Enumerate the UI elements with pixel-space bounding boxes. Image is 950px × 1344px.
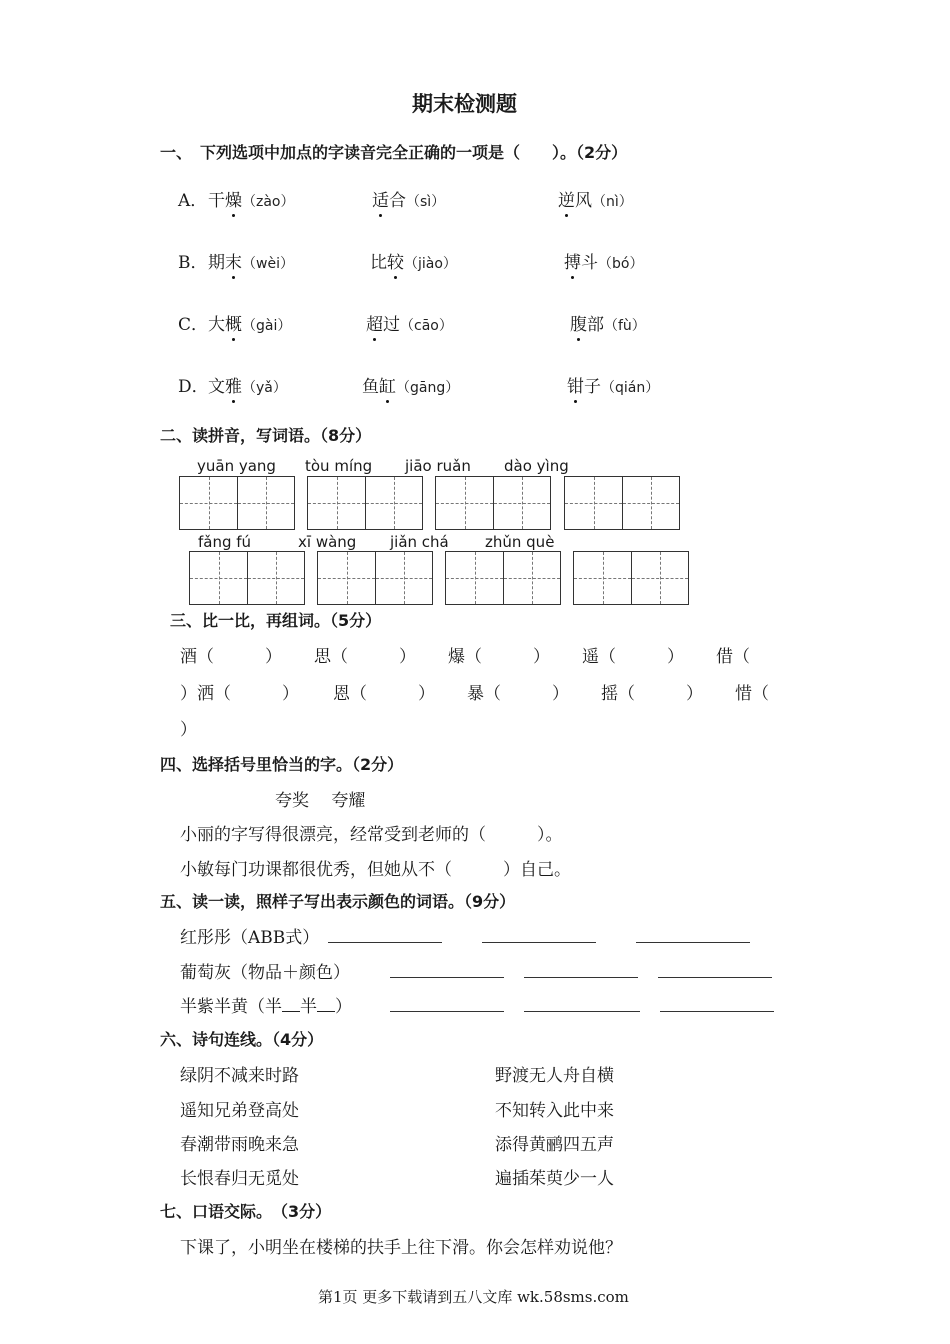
answer-blank[interactable]	[390, 977, 504, 978]
q5-example-2: 葡萄灰（物品＋颜色）	[180, 963, 350, 983]
q7-prompt: 下课了，小明坐在楼梯的扶手上往下滑。你会怎样劝说他？	[180, 1238, 622, 1258]
q3-item: 遥（ ）	[582, 647, 684, 667]
q1-option-label[interactable]: B．	[178, 253, 208, 273]
q1-dotted-char: 超	[366, 310, 383, 335]
q1-word-char: 比	[370, 253, 387, 273]
q1-pinyin: （wèi）	[242, 256, 294, 272]
q1-pinyin: （nì）	[592, 194, 633, 210]
q3-item: 恩（ ）	[333, 684, 435, 704]
q1-word	[370, 248, 457, 273]
q3-item: 惜（	[735, 684, 769, 704]
q1-dotted-char: 雅	[225, 372, 242, 397]
poem-line-right[interactable]: 遍插茱萸少一人	[495, 1169, 614, 1189]
q1-word	[208, 310, 291, 335]
poem-line-left[interactable]: 遥知兄弟登高处	[180, 1101, 299, 1121]
q1-option-label[interactable]: D．	[178, 377, 209, 397]
q3-item: 思（ ）	[314, 647, 416, 667]
q1-dotted-char: 钳	[567, 372, 584, 397]
q3-item: 爆（ ）	[448, 647, 550, 667]
poem-line-right[interactable]: 添得黄鹂四五声	[495, 1135, 614, 1155]
q1-word	[558, 186, 633, 211]
writing-grid[interactable]	[435, 476, 551, 530]
q5-example-1: 红彤彤（ABB式）	[180, 928, 320, 948]
q1-dotted-char: 燥	[225, 186, 242, 211]
q1-dotted-char: 搏	[564, 248, 581, 273]
q1-pinyin: （cāo）	[400, 318, 453, 334]
q1-word-char: 干	[208, 191, 225, 211]
q5-example-3-a: 半紫半黄（半	[180, 997, 282, 1017]
q1-word-char: 期	[208, 253, 225, 273]
q1-word-char: 斗	[581, 253, 598, 273]
q3-heading: 三、比一比，再组词。（5分）	[170, 611, 382, 630]
q1-pinyin: （fù）	[604, 318, 646, 334]
q5-example-3-b: 半	[300, 997, 317, 1017]
q1-pinyin: （sì）	[406, 194, 446, 210]
writing-grid[interactable]	[179, 476, 295, 530]
q1-word-char: 大	[208, 315, 225, 335]
q1-option-label[interactable]: A．	[178, 191, 208, 211]
writing-grid[interactable]	[564, 476, 680, 530]
q2-pinyin-5: fǎng fú	[198, 533, 252, 551]
q4-heading: 四、选择括号里恰当的字。（2分）	[160, 755, 404, 774]
q2-heading: 二、读拼音，写词语。（8分）	[160, 426, 372, 445]
q1-word-char: 子	[584, 377, 601, 397]
q3-item: 酒（ ）	[180, 647, 282, 667]
q1-word	[372, 186, 445, 211]
q1-word	[366, 310, 453, 335]
q1-word-char: 部	[587, 315, 604, 335]
q2-pinyin-6: xī wàng	[298, 533, 357, 551]
q3-item: 暴（ ）	[467, 684, 569, 704]
q1-option-label[interactable]: C．	[178, 315, 209, 335]
q3-item: 摇（ ）	[601, 684, 703, 704]
q1-word	[208, 186, 295, 211]
poem-line-left[interactable]: 绿阴不减来时路	[180, 1066, 299, 1086]
q4-choices: 夸奖 夸耀	[275, 791, 366, 811]
q1-word-char: 风	[575, 191, 592, 211]
q2-pinyin-1: yuān yang	[197, 457, 276, 475]
answer-blank[interactable]	[658, 977, 772, 978]
answer-blank[interactable]	[660, 1011, 774, 1012]
q1-dotted-char: 末	[225, 248, 242, 273]
q4-sentence-2: 小敏每门功课都很优秀，但她从不（ ）自己。	[180, 860, 571, 880]
q1-word-char: 文	[208, 377, 225, 397]
writing-grid[interactable]	[189, 551, 305, 605]
poem-line-left[interactable]: 春潮带雨晚来急	[180, 1135, 299, 1155]
q2-pinyin-4: dào yìng	[504, 457, 569, 475]
page-title: 期末检测题	[412, 92, 517, 116]
page-footer: 第1页 更多下载请到五八文库 wk.58sms.com	[318, 1288, 629, 1306]
q1-word-char: 过	[383, 315, 400, 335]
poem-line-right[interactable]: 野渡无人舟自横	[495, 1066, 614, 1086]
q1-word	[564, 248, 643, 273]
q2-pinyin-3: jiāo ruǎn	[405, 457, 471, 475]
answer-blank[interactable]	[524, 1011, 640, 1012]
q1-word	[362, 372, 459, 397]
writing-grid[interactable]	[307, 476, 423, 530]
q1-dotted-char: 腹	[570, 310, 587, 335]
writing-grid[interactable]	[445, 551, 561, 605]
q2-pinyin-7: jiǎn chá	[390, 533, 449, 551]
q5-heading: 五、读一读，照样子写出表示颜色的词语。（9分）	[160, 892, 516, 911]
q1-pinyin: （gāng）	[396, 380, 460, 396]
q6-heading: 六、诗句连线。（4分）	[160, 1030, 324, 1049]
q1-pinyin: （jiào）	[404, 256, 457, 272]
q1-heading: 一、 下列选项中加点的字读音完全正确的一项是（ ）。（2分）	[160, 143, 628, 162]
q1-word-char: 鱼	[362, 377, 379, 397]
answer-blank[interactable]	[636, 942, 750, 943]
q1-word	[208, 248, 294, 273]
answer-blank[interactable]	[524, 977, 638, 978]
answer-blank[interactable]	[328, 942, 442, 943]
q1-pinyin: （bó）	[598, 256, 644, 272]
writing-grid[interactable]	[317, 551, 433, 605]
q1-dotted-char: 适	[372, 186, 389, 211]
poem-line-left[interactable]: 长恨春归无觅处	[180, 1169, 299, 1189]
q1-word-char: 合	[389, 191, 406, 211]
q5-example-3	[180, 992, 352, 1017]
q1-pinyin: （zào）	[242, 194, 295, 210]
q1-pinyin: （qián）	[601, 380, 660, 396]
q3-item: 借（	[716, 647, 750, 667]
q2-pinyin-8: zhǔn què	[485, 533, 555, 551]
q5-example-3-c: ）	[335, 997, 352, 1017]
q2-pinyin-2: tòu míng	[305, 457, 373, 475]
q1-word	[567, 372, 659, 397]
answer-blank[interactable]	[390, 1011, 504, 1012]
q1-dotted-char: 缸	[379, 372, 396, 397]
q3-item: ）洒（ ）	[180, 684, 299, 704]
q1-dotted-char: 概	[225, 310, 242, 335]
writing-grid[interactable]	[573, 551, 689, 605]
q1-word	[208, 372, 287, 397]
q4-sentence-1: 小丽的字写得很漂亮，经常受到老师的（ ）。	[180, 825, 563, 845]
q7-heading: 七、口语交际。 （3分）	[160, 1202, 332, 1221]
q1-dotted-char: 逆	[558, 186, 575, 211]
answer-blank[interactable]	[482, 942, 596, 943]
q1-word	[570, 310, 646, 335]
poem-line-right[interactable]: 不知转入此中来	[495, 1101, 614, 1121]
q3-item: ）	[180, 720, 197, 740]
q1-dotted-char: 较	[387, 248, 404, 273]
q1-pinyin: （gài）	[242, 318, 292, 334]
q1-pinyin: （yǎ）	[242, 380, 287, 396]
